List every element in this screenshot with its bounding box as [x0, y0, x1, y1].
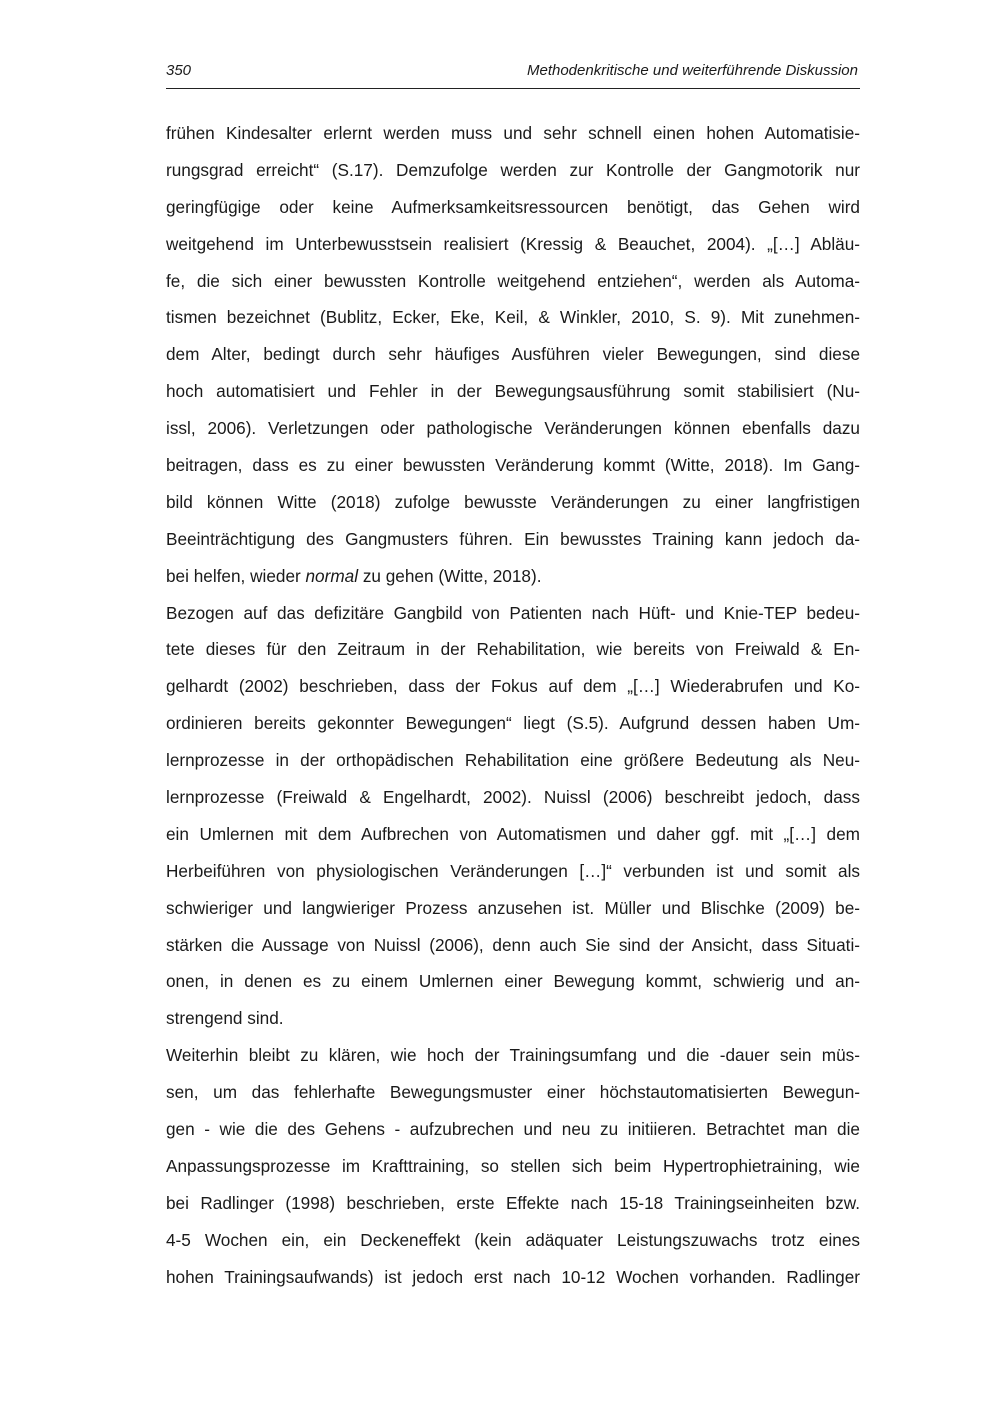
- text-line: stärken die Aussage von Nuissl (2006), denn auch Sie sind der Ansicht, dass Situati-: [166, 934, 860, 955]
- text-line: gen - wie die des Gehens - aufzubrechen und neu zu initiieren. Betrachtet man die: [166, 1119, 860, 1140]
- text-segment: zu gehen (Witte, 2018).: [358, 565, 542, 586]
- body-text: [166, 115, 860, 1296]
- text-line: fe, die sich einer bewussten Kontrolle weitgehend entziehen“, werden als Automa-: [166, 270, 860, 291]
- text-line: gelhardt (2002) beschrieben, dass der Fokus auf dem „[…] Wiederabrufen und Ko-: [166, 676, 860, 697]
- text-line: tismen bezeichnet (Bublitz, Ecker, Eke, Keil, & Winkler, 2010, S. 9). Mit zunehmen-: [166, 307, 860, 328]
- text-line: onen, in denen es zu einem Umlernen einer Bewegung kommt, schwierig und an-: [166, 971, 860, 992]
- page-header: [166, 60, 860, 89]
- text-line: issl, 2006). Verletzungen oder pathologische Veränderungen können ebenfalls dazu: [166, 418, 860, 439]
- text-line: ordinieren bereits gekonnter Bewegungen“ liegt (S.5). Aufgrund dessen haben Um-: [166, 713, 860, 734]
- text-line: Herbeiführen von physiologischen Veränderungen […]“ verbunden ist und somit als: [166, 860, 860, 881]
- text-line: weitgehend im Unterbewusstsein realisiert (Kressig & Beauchet, 2004). „[…] Abläu-: [166, 233, 860, 254]
- text-line: Beeinträchtigung des Gangmusters führen. Ein bewusstes Training kann jedoch da-: [166, 528, 860, 549]
- text-line: 4-5 Wochen ein, ein Deckeneffekt (kein adäquater Leistungszuwachs trotz eines: [166, 1229, 860, 1250]
- text-line: strengend sind.: [166, 1008, 284, 1029]
- text-line: ein Umlernen mit dem Aufbrechen von Automatismen und daher ggf. mit „[…] dem: [166, 823, 860, 844]
- text-line: lernprozesse in der orthopädischen Rehabilitation eine größere Bedeutung als Neu-: [166, 750, 860, 771]
- text-line: hohen Trainingsaufwands) ist jedoch erst nach 10-12 Wochen vorhanden. Radlinger: [166, 1266, 860, 1287]
- text-line: geringfügige oder keine Aufmerksamkeitsressourcen benötigt, das Gehen wird: [166, 196, 860, 217]
- text-line: hoch automatisiert und Fehler in der Bewegungsausführung somit stabilisiert (Nu-: [166, 381, 860, 402]
- text-line: sen, um das fehlerhafte Bewegungsmuster einer höchstautomatisierten Bewegun-: [166, 1082, 860, 1103]
- text-line: bild können Witte (2018) zufolge bewusste Veränderungen zu einer langfristigen: [166, 491, 860, 512]
- text-line: dem Alter, bedingt durch sehr häufiges Ausführen vieler Bewegungen, sind diese: [166, 344, 860, 365]
- text-segment: bei helfen, wieder: [166, 565, 306, 586]
- text-line: rungsgrad erreicht“ (S.17). Demzufolge werden zur Kontrolle der Gangmotorik nur: [166, 159, 860, 180]
- page-number: 350: [166, 62, 192, 79]
- text-line: Bezogen auf das defizitäre Gangbild von Patienten nach Hüft- und Knie-TEP bedeu-: [166, 602, 860, 623]
- text-line: Anpassungsprozesse im Krafttraining, so stellen sich beim Hypertrophietraining, wie: [166, 1155, 860, 1176]
- text-line: lernprozesse (Freiwald & Engelhardt, 2002). Nuissl (2006) beschreibt jedoch, dass: [166, 787, 860, 808]
- running-title: Methodenkritische und weiterführende Diskussion: [526, 62, 858, 79]
- text-line: tete dieses für den Zeitraum in der Rehabilitation, wie bereits von Freiwald & En-: [166, 639, 860, 660]
- text-line: bei Radlinger (1998) beschrieben, erste Effekte nach 15-18 Trainingseinheiten bzw.: [166, 1192, 860, 1213]
- text-line: frühen Kindesalter erlernt werden muss und sehr schnell einen hohen Automatisie-: [166, 123, 860, 143]
- text-line: Weiterhin bleibt zu klären, wie hoch der Trainingsumfang und die -dauer sein müs-: [166, 1045, 860, 1066]
- text-line: schwieriger und langwieriger Prozess anzusehen ist. Müller und Blischke (2009) be-: [166, 897, 860, 918]
- emphasis-normal: normal: [305, 565, 359, 586]
- text-line: [166, 558, 860, 595]
- text-line: beitragen, dass es zu einer bewussten Veränderung kommt (Witte, 2018). Im Gang-: [166, 455, 860, 476]
